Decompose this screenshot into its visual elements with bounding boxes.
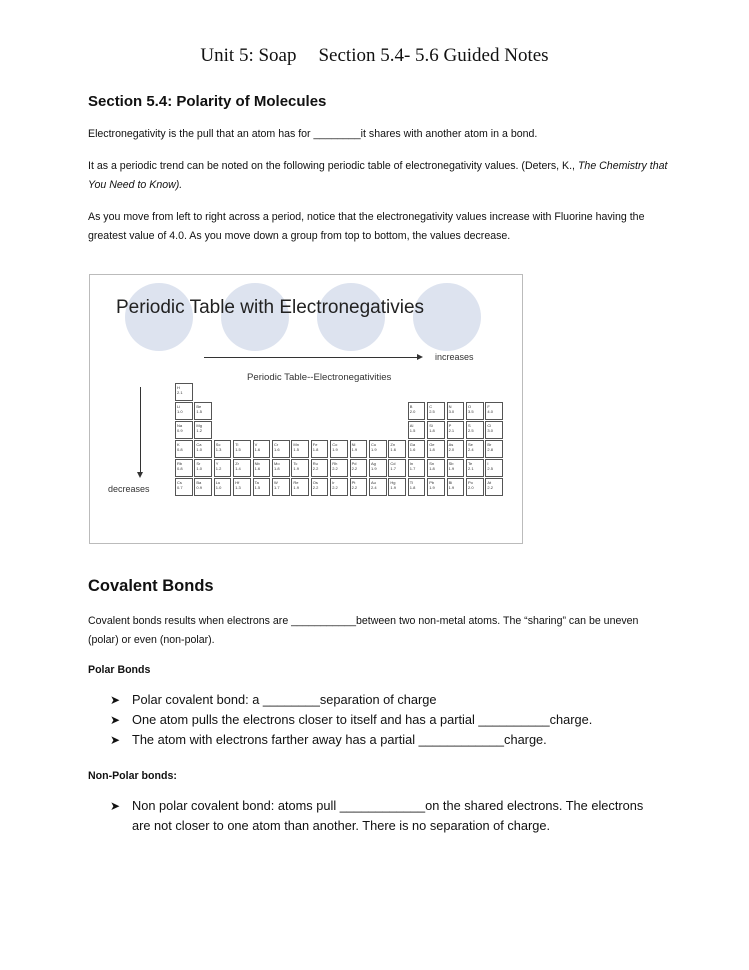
element-symbol: Ni [351,442,356,447]
element-value: 1.8 [429,447,435,452]
element-symbol: Os [312,480,318,485]
element-symbol: Ba [196,480,202,485]
paragraph-covalent: Covalent bonds results when electrons are ___________between two non-metal atoms. The “sharing” can be uneven (polar) or even (non-polar). [88,615,639,646]
element-cell [194,459,212,477]
list-item: ➤ One atom pulls the electrons closer to itself and has a partial __________charge. [110,710,660,730]
page-header [0,45,749,67]
element-value: 0.8 [177,447,183,452]
element-value: 2.8 [487,447,493,452]
increases-arrow [204,357,418,358]
element-symbol: Nb [254,461,260,466]
element-symbol: S [468,423,471,428]
element-cell [408,421,426,439]
element-cell [330,459,348,477]
element-value: 2.4 [468,447,474,452]
figure-subtitle: Periodic Table--Electronegativities [247,372,392,383]
element-value: 1.9 [448,485,455,490]
element-cell [466,402,484,420]
element-cell [447,459,465,477]
element-symbol: In [409,461,414,466]
arrow-bullet-icon: ➤ [110,713,121,727]
element-symbol: Y [215,461,219,466]
element-value: 4.0 [487,409,493,414]
element-value: 2.1 [177,390,183,395]
element-symbol: Cs [177,480,182,485]
element-value: 2.2 [332,466,338,471]
element-value: 1.8 [274,466,280,471]
increases-label: increases [435,352,474,362]
element-cell [466,459,484,477]
element-symbol: Si [429,423,433,428]
element-value: 1.6 [254,447,261,452]
element-cell [194,421,212,439]
header-section: Section 5.4- 5.6 Guided Notes [318,45,549,66]
element-symbol: H [177,385,180,390]
element-value: 2.2 [351,485,358,490]
arrow-bullet-icon: ➤ [110,693,121,707]
element-symbol: Sb [448,461,454,466]
element-value: 1.7 [274,485,280,490]
element-cell [427,459,445,477]
header-unit: Unit 5: Soap [200,45,297,66]
list-item: ➤ The atom with electrons farther away has a partial ____________charge. [110,730,660,750]
element-cell [311,478,329,496]
element-value: 1.2 [215,466,222,471]
element-symbol: Sr [196,461,201,466]
element-symbol: Cu [371,442,377,447]
element-cell [272,440,290,458]
element-value: 2.5 [468,428,474,433]
element-value: 1.9 [351,447,358,452]
element-value: 1.9 [448,466,455,471]
element-symbol: Tc [293,461,298,466]
element-symbol: Sc [215,442,221,447]
nonpolar-bullet-list [110,796,660,836]
element-value: 2.0 [448,447,455,452]
element-symbol: Sn [429,461,435,466]
element-cell [369,459,387,477]
citation-title: The Chemistry that You Need to Know). [88,160,668,191]
element-value: 0.8 [177,466,183,471]
element-cell [194,440,212,458]
element-value: 2.4 [371,485,377,490]
element-cell [214,478,232,496]
element-symbol: Cr [274,442,279,447]
element-symbol: Au [371,480,376,485]
element-cell [350,459,368,477]
decreases-arrow [140,387,141,473]
element-cell [214,459,232,477]
element-value: 1.9 [293,485,299,490]
element-cell [291,459,309,477]
trend-text: It as a periodic trend can be noted on the following periodic table of electronegativity values. (Deters, K., [88,160,578,172]
element-cell [175,402,193,420]
element-value: 1.9 [332,447,338,452]
element-value: 1.4 [235,466,241,471]
polar-bonds-heading: Polar Bonds [88,664,151,676]
element-symbol: Lu [215,480,221,485]
element-cell [291,440,309,458]
element-symbol: Mo [274,461,280,466]
element-value: 1.3 [215,447,222,452]
element-value: 0.9 [196,485,202,490]
element-cell [427,440,445,458]
element-value: 3.0 [487,428,493,433]
list-item: ➤ Non polar covalent bond: atoms pull ____________on the shared electrons. The electrons are not closer to one atom than another. There is no separation of charge. [110,798,644,833]
element-cell [214,440,232,458]
arrow-bullet-icon: ➤ [110,799,121,813]
element-cell [330,478,348,496]
element-cell [447,478,465,496]
element-value: 3.0 [448,409,455,414]
element-cell [233,459,251,477]
element-symbol: N [448,404,452,409]
element-symbol: Li [177,404,181,409]
element-cell [466,478,484,496]
element-value: 2.0 [468,485,474,490]
element-cell [485,440,503,458]
element-cell [388,459,406,477]
element-value: 1.0 [196,447,202,452]
element-symbol: Mg [196,423,202,428]
element-symbol: Tl [409,480,414,485]
element-value: 2.2 [332,485,338,490]
element-symbol: Ge [429,442,435,447]
element-symbol: Mn [293,442,299,447]
element-cell [253,459,271,477]
element-symbol: Ag [371,461,376,466]
element-value: 1.9 [371,466,377,471]
element-cell [408,478,426,496]
element-value: 0.9 [177,428,183,433]
element-value: 1.5 [409,428,416,433]
paragraph-electronegativity: Electronegativity is the pull that an atom has for ________it shares with another atom in a bond. [88,128,538,140]
element-cell [253,440,271,458]
element-symbol: B [409,404,413,409]
element-value: 2.1 [468,466,474,471]
element-cell [175,478,193,496]
element-cell [369,440,387,458]
element-cell [466,421,484,439]
element-cell [447,440,465,458]
element-symbol: Pt [351,480,356,485]
element-symbol: V [254,442,258,447]
element-cell [447,421,465,439]
element-value: 1.9 [371,447,377,452]
element-symbol: Hf [235,480,240,485]
element-cell [408,402,426,420]
element-value: 1.5 [293,447,299,452]
element-symbol: Te [468,461,473,466]
list-item: ➤ Polar covalent bond: a ________separation of charge [110,690,660,710]
element-symbol: Ru [312,461,318,466]
element-symbol: Po [468,480,473,485]
element-cell [388,440,406,458]
element-cell [330,440,348,458]
element-value: 1.9 [390,485,396,490]
element-cell [485,478,503,496]
element-value: 1.6 [390,447,396,452]
element-symbol: Re [293,480,299,485]
element-value: 1.5 [235,447,241,452]
element-value: 1.8 [429,466,435,471]
element-cell [233,478,251,496]
element-symbol: Ir [332,480,335,485]
element-value: 1.7 [409,466,416,471]
element-value: 2.5 [487,466,493,471]
figure-title: Periodic Table with Electronegativies [116,297,425,318]
element-symbol: Rh [332,461,338,466]
paragraph-periodic-direction: As you move from left to right across a period, notice that the electronegativity values increase with Fluorine having the greatest value of 4.0. As you move down a group from top to bottom, the values decrease. [88,211,645,242]
paragraph-trend [88,157,668,195]
element-value: 3.5 [468,409,474,414]
element-value: 1.8 [312,447,319,452]
element-symbol: As [448,442,454,447]
element-value: 1.6 [254,466,261,471]
periodic-table [175,383,515,497]
element-cell [485,421,503,439]
element-cell [485,402,503,420]
element-cell [272,478,290,496]
element-cell [447,402,465,420]
section-heading: Section 5.4: Polarity of Molecules [88,93,327,110]
element-symbol: Ca [196,442,202,447]
element-symbol: Ta [254,480,259,485]
element-symbol: Ga [409,442,416,447]
element-symbol: Be [196,404,202,409]
element-value: 0.7 [177,485,183,490]
element-cell [272,459,290,477]
element-symbol: K [177,442,180,447]
polar-bullet-list [110,690,660,750]
element-cell [194,478,212,496]
element-symbol: Al [409,423,414,428]
element-value: 1.0 [196,466,202,471]
element-cell [350,440,368,458]
element-cell [408,440,426,458]
element-cell [427,402,445,420]
element-symbol: C [429,404,433,409]
element-symbol: Na [177,423,183,428]
element-symbol: Pb [429,480,435,485]
element-value: 1.9 [429,485,435,490]
element-value: 1.0 [215,485,222,490]
decreases-label: decreases [108,484,150,494]
element-symbol: At [487,480,492,485]
covalent-heading: Covalent Bonds [88,577,214,595]
element-value: 1.0 [177,409,183,414]
element-value: 1.8 [409,485,416,490]
element-cell [466,440,484,458]
element-symbol: Se [468,442,473,447]
element-symbol: Bi [448,480,453,485]
element-symbol: Cd [390,461,396,466]
element-cell [253,478,271,496]
element-cell [311,459,329,477]
element-symbol: I [487,461,489,466]
element-value: 2.1 [448,428,455,433]
element-value: 2.2 [351,466,358,471]
element-value: 1.8 [429,428,435,433]
element-symbol: Zn [390,442,396,447]
nonpolar-bonds-heading: Non-Polar bonds: [88,770,177,782]
element-cell [408,459,426,477]
element-cell [194,402,212,420]
element-value: 1.6 [409,447,416,452]
element-cell [388,478,406,496]
element-cell [175,383,193,401]
element-symbol: P [448,423,452,428]
element-symbol: Cl [487,423,492,428]
element-symbol: Pd [351,461,357,466]
element-value: 2.5 [429,409,435,414]
element-cell [175,440,193,458]
element-symbol: Rb [177,461,183,466]
element-symbol: O [468,404,472,409]
element-value: 1.6 [274,447,280,452]
element-symbol: Hg [390,480,396,485]
element-symbol: Co [332,442,338,447]
element-cell [427,421,445,439]
element-cell [311,440,329,458]
element-value: 2.2 [487,485,493,490]
element-value: 2.2 [312,466,319,471]
element-cell [369,478,387,496]
element-symbol: W [274,480,278,485]
element-cell [175,421,193,439]
element-symbol: Zr [235,461,239,466]
element-value: 1.3 [235,485,241,490]
element-value: 1.2 [196,428,202,433]
element-value: 1.7 [390,466,396,471]
element-value: 1.5 [196,409,202,414]
element-value: 2.2 [312,485,319,490]
element-cell [233,440,251,458]
element-value: 2.0 [409,409,416,414]
element-cell [175,459,193,477]
element-symbol: Ti [235,442,239,447]
element-cell [485,459,503,477]
element-symbol: Br [487,442,492,447]
element-value: 1.5 [254,485,261,490]
periodic-table-figure [89,274,523,544]
element-cell [291,478,309,496]
element-cell [350,478,368,496]
element-value: 1.9 [293,466,299,471]
element-cell [427,478,445,496]
element-symbol: F [487,404,490,409]
arrow-bullet-icon: ➤ [110,733,121,747]
element-symbol: Fe [312,442,318,447]
